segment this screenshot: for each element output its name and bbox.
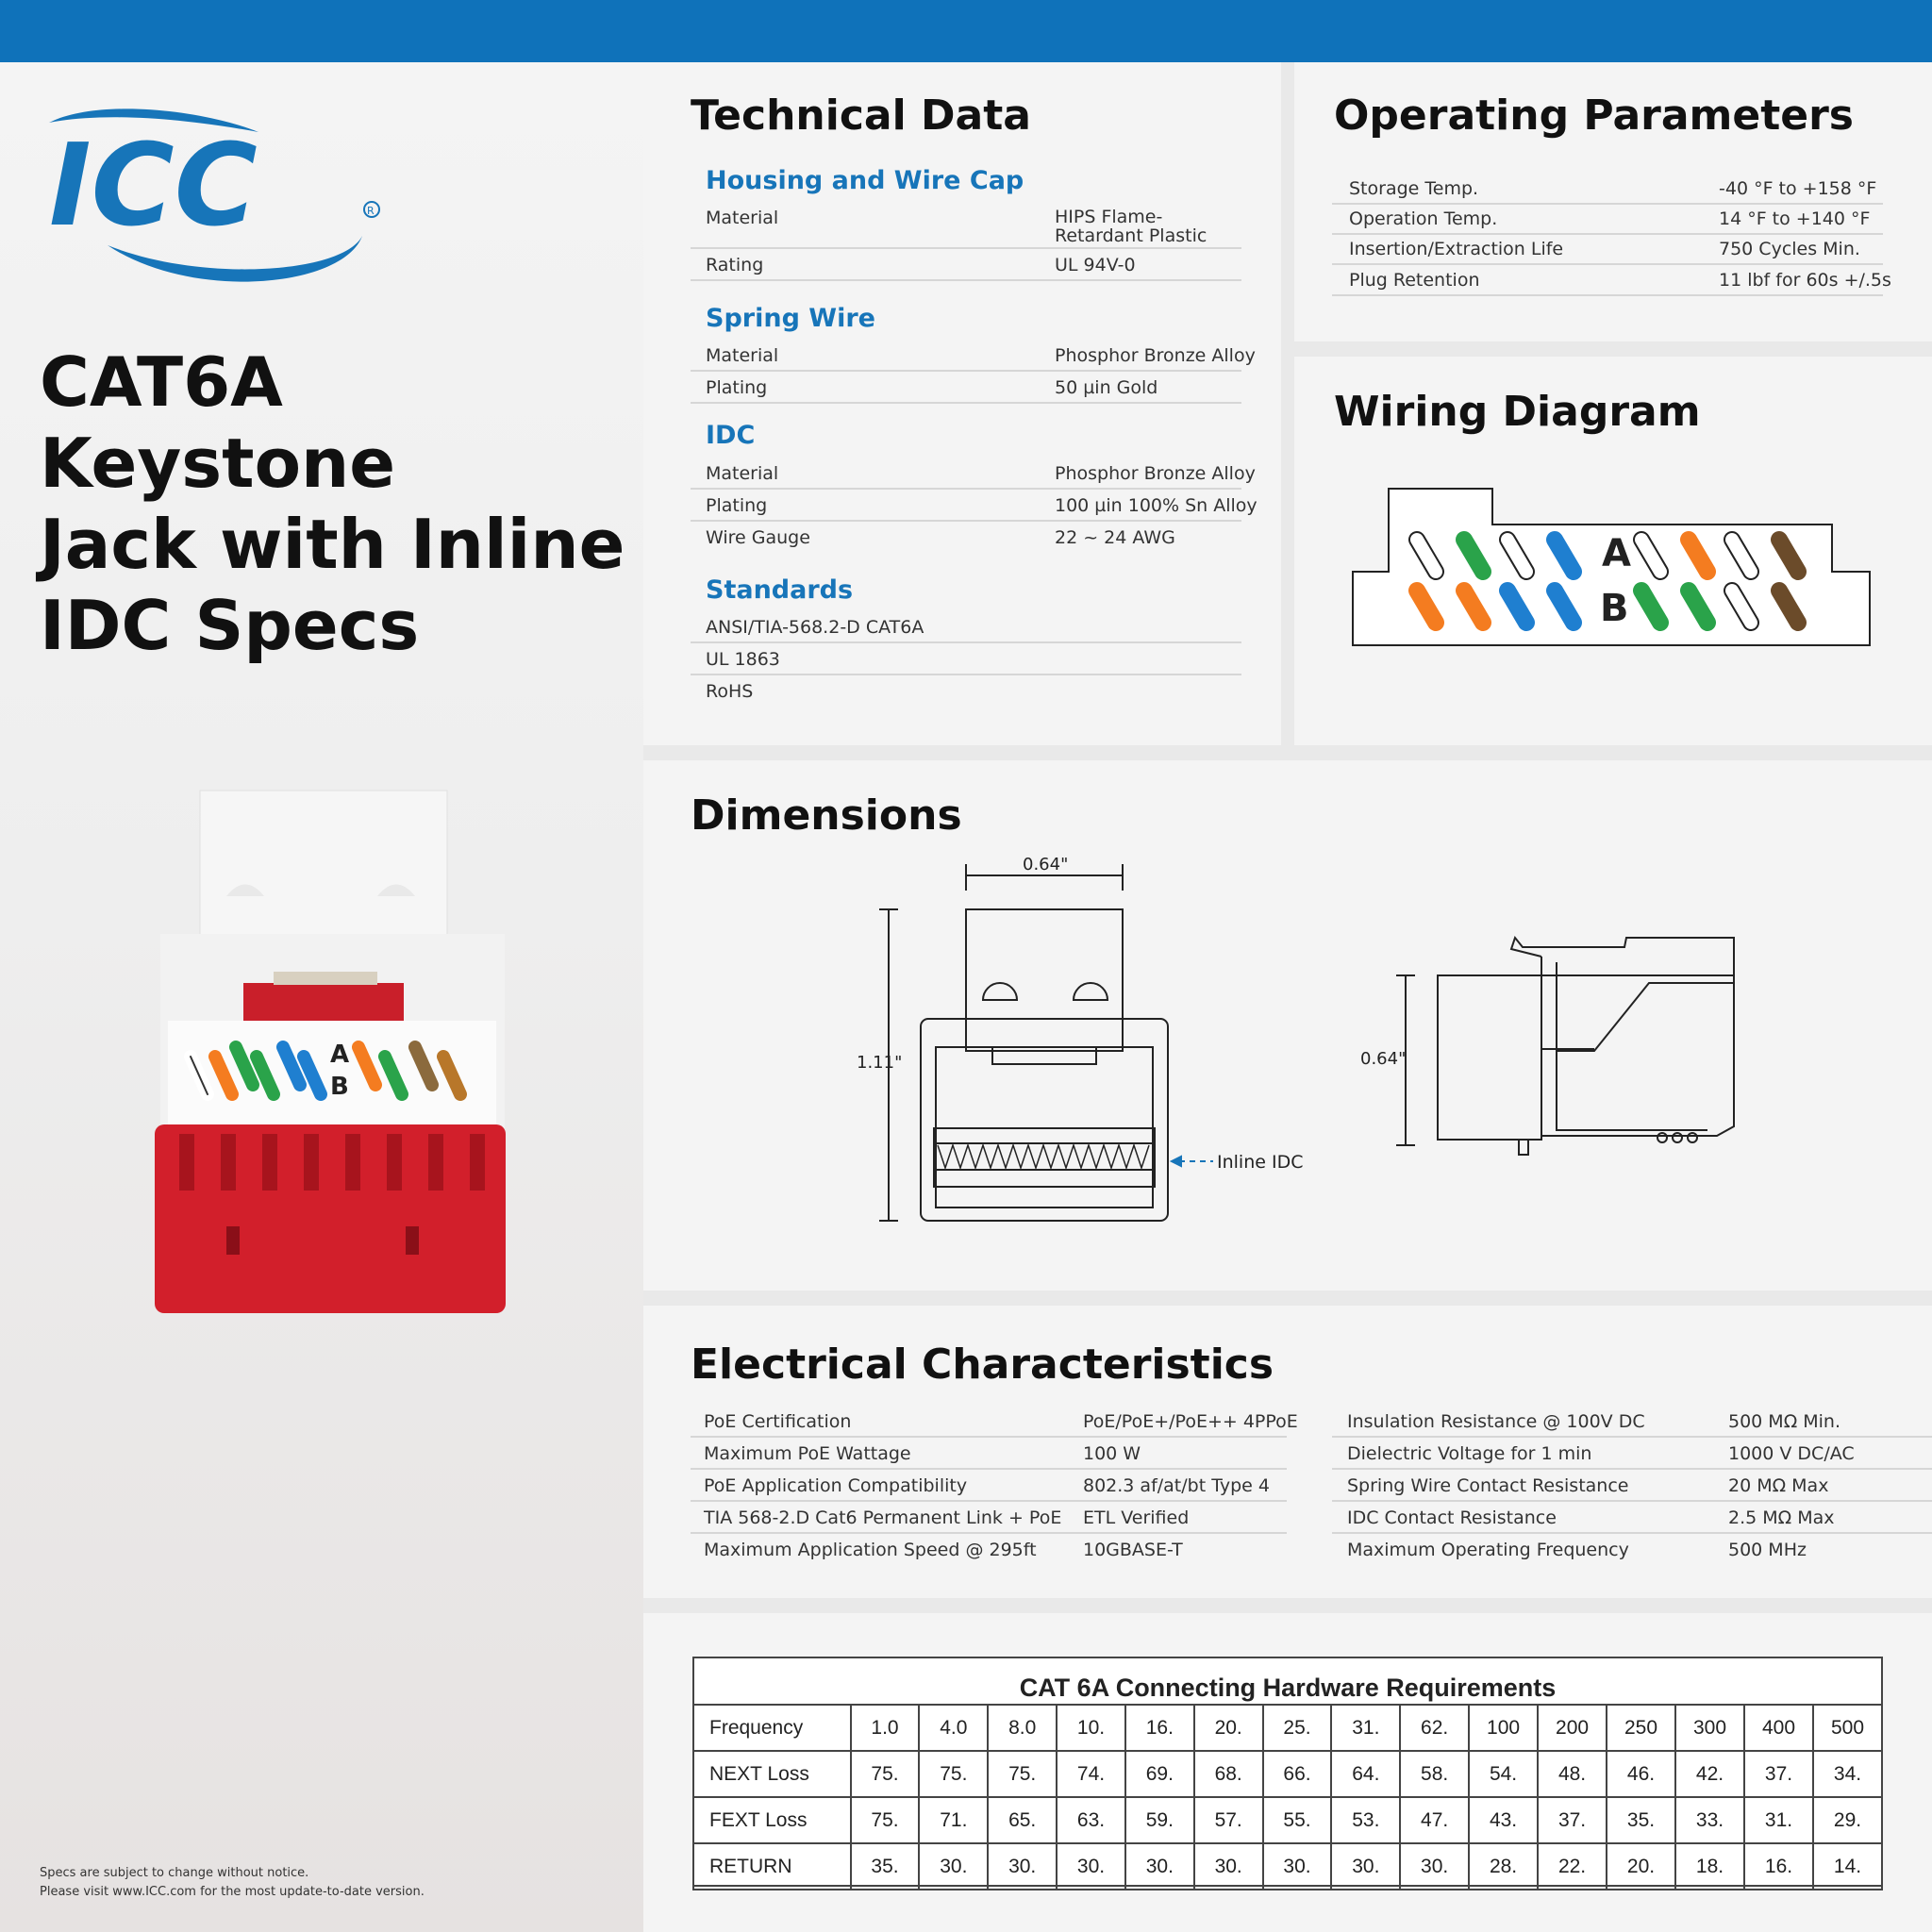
row-label: NEXT Loss xyxy=(693,1751,851,1797)
table-cell: 200 xyxy=(1538,1705,1607,1751)
wiring-label-a: A xyxy=(1602,532,1631,575)
table-cell: 16. xyxy=(1125,1705,1194,1751)
table-cell: 30. xyxy=(1125,1843,1194,1890)
idc-material-row xyxy=(691,459,1256,490)
operating-row xyxy=(1332,174,1883,205)
op-value: 750 Cycles Min. xyxy=(1719,239,1860,259)
electrical-right-row xyxy=(1332,1534,1932,1564)
el-label: Maximum Operating Frequency xyxy=(1347,1540,1629,1560)
height-label: 1.11" xyxy=(857,1053,903,1073)
operating-row xyxy=(1332,234,1883,265)
idc-gauge-row xyxy=(691,524,1241,552)
table-cell: 71. xyxy=(919,1797,988,1843)
standard-item xyxy=(691,645,1241,675)
housing-material-row xyxy=(691,204,1241,249)
electrical-right-row xyxy=(1332,1502,1932,1534)
standard-item xyxy=(691,677,1241,706)
table-cell: 500 xyxy=(1813,1705,1882,1751)
table-cell: 46. xyxy=(1607,1751,1675,1797)
table-cell: 75. xyxy=(919,1751,988,1797)
footnote xyxy=(40,1864,425,1902)
op-label: Plug Retention xyxy=(1349,270,1480,291)
table-cell: 35. xyxy=(1607,1797,1675,1843)
table-cell: 43. xyxy=(1469,1797,1538,1843)
spec-label: Material xyxy=(706,463,779,484)
table-cell: 14. xyxy=(1813,1843,1882,1890)
table-row xyxy=(693,1843,1882,1890)
spring-title: Spring Wire xyxy=(706,304,875,333)
table-row xyxy=(693,1751,1882,1797)
logo-text: ICC xyxy=(49,121,258,252)
table-cell: 64. xyxy=(1331,1751,1400,1797)
wiring-label-b: B xyxy=(1600,587,1629,630)
table-row xyxy=(693,1797,1882,1843)
table-cell: 62. xyxy=(1400,1705,1469,1751)
standard-text: RoHS xyxy=(706,681,754,702)
operating-title: Operating Parameters xyxy=(1334,92,1854,140)
table-cell: 59. xyxy=(1125,1797,1194,1843)
el-value: 10GBASE-T xyxy=(1083,1540,1183,1560)
spec-value: HIPS Flame- Retardant Plastic xyxy=(1055,207,1208,246)
table-cell: 28. xyxy=(1469,1843,1538,1890)
idc-plating-row xyxy=(691,491,1257,522)
table-cell: 53. xyxy=(1331,1797,1400,1843)
standard-text: UL 1863 xyxy=(706,649,780,670)
el-label: Maximum PoE Wattage xyxy=(704,1443,911,1464)
op-label: Insertion/Extraction Life xyxy=(1349,239,1564,259)
table-cell: 30. xyxy=(1263,1843,1332,1890)
spec-value: 50 µin Gold xyxy=(1055,377,1158,398)
table-cell: 33. xyxy=(1675,1797,1744,1843)
top-banner xyxy=(0,0,1932,62)
table-cell: 30. xyxy=(988,1843,1057,1890)
table-cell: 22. xyxy=(1538,1843,1607,1890)
table-cell: 30. xyxy=(919,1843,988,1890)
el-value: 2.5 MΩ Max xyxy=(1728,1507,1835,1528)
op-value: 14 °F to +140 °F xyxy=(1719,208,1871,229)
operating-row xyxy=(1332,204,1883,235)
table-cell: 300 xyxy=(1675,1705,1744,1751)
spec-label: Plating xyxy=(706,495,768,516)
spec-label: Plating xyxy=(706,377,768,398)
table-cell: 30. xyxy=(1400,1843,1469,1890)
table-row xyxy=(693,1705,1882,1751)
el-value: ETL Verified xyxy=(1083,1507,1190,1528)
table-cell: 30. xyxy=(1331,1843,1400,1890)
op-value: 11 lbf for 60s +/.5s xyxy=(1719,270,1891,291)
table-cell: 69. xyxy=(1125,1751,1194,1797)
housing-rating-row xyxy=(691,251,1241,281)
technical-title: Technical Data xyxy=(691,92,1031,140)
table-cell: 20. xyxy=(1607,1843,1675,1890)
table-cell: 10. xyxy=(1057,1705,1125,1751)
spec-value: UL 94V-0 xyxy=(1055,255,1136,275)
svg-text:R: R xyxy=(367,205,375,217)
spec-value: 22 ~ 24 AWG xyxy=(1055,527,1175,548)
table-cell: 4.0 xyxy=(919,1705,988,1751)
row-label: FEXT Loss xyxy=(693,1797,851,1843)
housing-title: Housing and Wire Cap xyxy=(706,166,1024,195)
table-cell: 58. xyxy=(1400,1751,1469,1797)
table-cell: 25. xyxy=(1263,1705,1332,1751)
electrical-title: Electrical Characteristics xyxy=(691,1341,1274,1389)
spring-material-row xyxy=(691,341,1256,372)
table-cell: 29. xyxy=(1813,1797,1882,1843)
row-label: Frequency xyxy=(693,1705,851,1751)
side-height-label: 0.64" xyxy=(1360,1049,1407,1069)
table-cell: 47. xyxy=(1400,1797,1469,1843)
requirements-grid xyxy=(692,1704,1883,1890)
electrical-right-row xyxy=(1332,1470,1932,1502)
op-label: Operation Temp. xyxy=(1349,208,1498,229)
table-cell: 68. xyxy=(1194,1751,1263,1797)
el-label: PoE Application Compatibility xyxy=(704,1475,968,1496)
table-cell: 31. xyxy=(1331,1705,1400,1751)
table-cell: 35. xyxy=(851,1843,920,1890)
op-value: -40 °F to +158 °F xyxy=(1719,178,1877,199)
table-cell: 54. xyxy=(1469,1751,1538,1797)
table-cell: 400 xyxy=(1744,1705,1813,1751)
op-label: Storage Temp. xyxy=(1349,178,1479,199)
table-cell: 66. xyxy=(1263,1751,1332,1797)
width-label: 0.64" xyxy=(1023,855,1069,874)
el-label: TIA 568-2.D Cat6 Permanent Link + PoE xyxy=(704,1507,1062,1528)
table-cell: 30. xyxy=(1194,1843,1263,1890)
table-cell: 34. xyxy=(1813,1751,1882,1797)
table-cell: 42. xyxy=(1675,1751,1744,1797)
table-cell: 57. xyxy=(1194,1797,1263,1843)
spec-label: Material xyxy=(706,345,779,366)
table-cell: 8.0 xyxy=(988,1705,1057,1751)
dimensions-title: Dimensions xyxy=(691,791,962,840)
table-cell: 31. xyxy=(1744,1797,1813,1843)
spec-label: Wire Gauge xyxy=(706,527,810,548)
table-cell: 74. xyxy=(1057,1751,1125,1797)
el-label: Insulation Resistance @ 100V DC xyxy=(1347,1411,1645,1432)
el-value: 500 MΩ Min. xyxy=(1728,1411,1841,1432)
table-cell: 75. xyxy=(988,1751,1057,1797)
operating-row xyxy=(1332,265,1891,296)
table-cell: 16. xyxy=(1744,1843,1813,1890)
table-cell: 75. xyxy=(851,1797,920,1843)
electrical-left-row xyxy=(691,1534,1287,1564)
electrical-right-row xyxy=(1332,1406,1932,1438)
el-label: PoE Certification xyxy=(704,1411,852,1432)
table-cell: 100 xyxy=(1469,1705,1538,1751)
requirements-table xyxy=(692,1657,1883,1887)
wiring-title: Wiring Diagram xyxy=(1334,388,1701,436)
el-value: PoE/PoE+/PoE++ 4PPoE xyxy=(1083,1411,1298,1432)
el-value: 20 MΩ Max xyxy=(1728,1475,1829,1496)
electrical-left-row xyxy=(691,1438,1287,1470)
electrical-left-row xyxy=(691,1502,1287,1534)
svg-text:A: A xyxy=(330,1041,350,1069)
standard-text: ANSI/TIA-568.2-D CAT6A xyxy=(706,617,924,638)
standard-item xyxy=(691,613,1241,643)
spec-label: Material xyxy=(706,208,779,228)
spec-value: Phosphor Bronze Alloy xyxy=(1055,463,1256,484)
el-value: 100 W xyxy=(1083,1443,1141,1464)
svg-text:B: B xyxy=(330,1073,349,1101)
row-label: RETURN xyxy=(693,1843,851,1890)
requirements-title: CAT 6A Connecting Hardware Requirements xyxy=(1019,1674,1557,1702)
wiring-diagram xyxy=(1349,485,1874,651)
table-cell: 63. xyxy=(1057,1797,1125,1843)
table-cell: 20. xyxy=(1194,1705,1263,1751)
idc-title: IDC xyxy=(706,421,756,450)
footnote-line-1: Specs are subject to change without notice. xyxy=(40,1866,309,1880)
standards-title: Standards xyxy=(706,575,854,605)
table-cell: 55. xyxy=(1263,1797,1332,1843)
spec-label: Rating xyxy=(706,255,764,275)
table-cell: 18. xyxy=(1675,1843,1744,1890)
table-cell: 250 xyxy=(1607,1705,1675,1751)
footnote-line-2: Please visit www.ICC.com for the most update-to-date version. xyxy=(40,1885,425,1899)
table-cell: 48. xyxy=(1538,1751,1607,1797)
electrical-left-row xyxy=(691,1470,1287,1502)
table-cell: 65. xyxy=(988,1797,1057,1843)
table-cell: 1.0 xyxy=(851,1705,920,1751)
spec-value: 100 µin 100% Sn Alloy xyxy=(1055,495,1257,516)
el-label: IDC Contact Resistance xyxy=(1347,1507,1557,1528)
el-label: Dielectric Voltage for 1 min xyxy=(1347,1443,1592,1464)
el-value: 802.3 af/at/bt Type 4 xyxy=(1083,1475,1270,1496)
spec-value: Phosphor Bronze Alloy xyxy=(1055,345,1256,366)
table-cell: 37. xyxy=(1744,1751,1813,1797)
table-cell: 37. xyxy=(1538,1797,1607,1843)
product-title: CAT6A Keystone Jack with Inline IDC Specs xyxy=(40,342,625,665)
inline-idc-callout: Inline IDC xyxy=(1217,1152,1304,1173)
el-label: Maximum Application Speed @ 295ft xyxy=(704,1540,1037,1560)
el-value: 500 MHz xyxy=(1728,1540,1807,1560)
electrical-left-row xyxy=(691,1406,1298,1438)
spring-plating-row xyxy=(691,374,1241,404)
table-cell: 75. xyxy=(851,1751,920,1797)
electrical-right-row xyxy=(1332,1438,1932,1470)
table-cell: 30. xyxy=(1057,1843,1125,1890)
icc-logo xyxy=(42,104,391,283)
el-label: Spring Wire Contact Resistance xyxy=(1347,1475,1629,1496)
dimensions-drawing xyxy=(840,843,1840,1240)
keystone-jack-image xyxy=(142,783,519,1340)
el-value: 1000 V DC/AC xyxy=(1728,1443,1855,1464)
